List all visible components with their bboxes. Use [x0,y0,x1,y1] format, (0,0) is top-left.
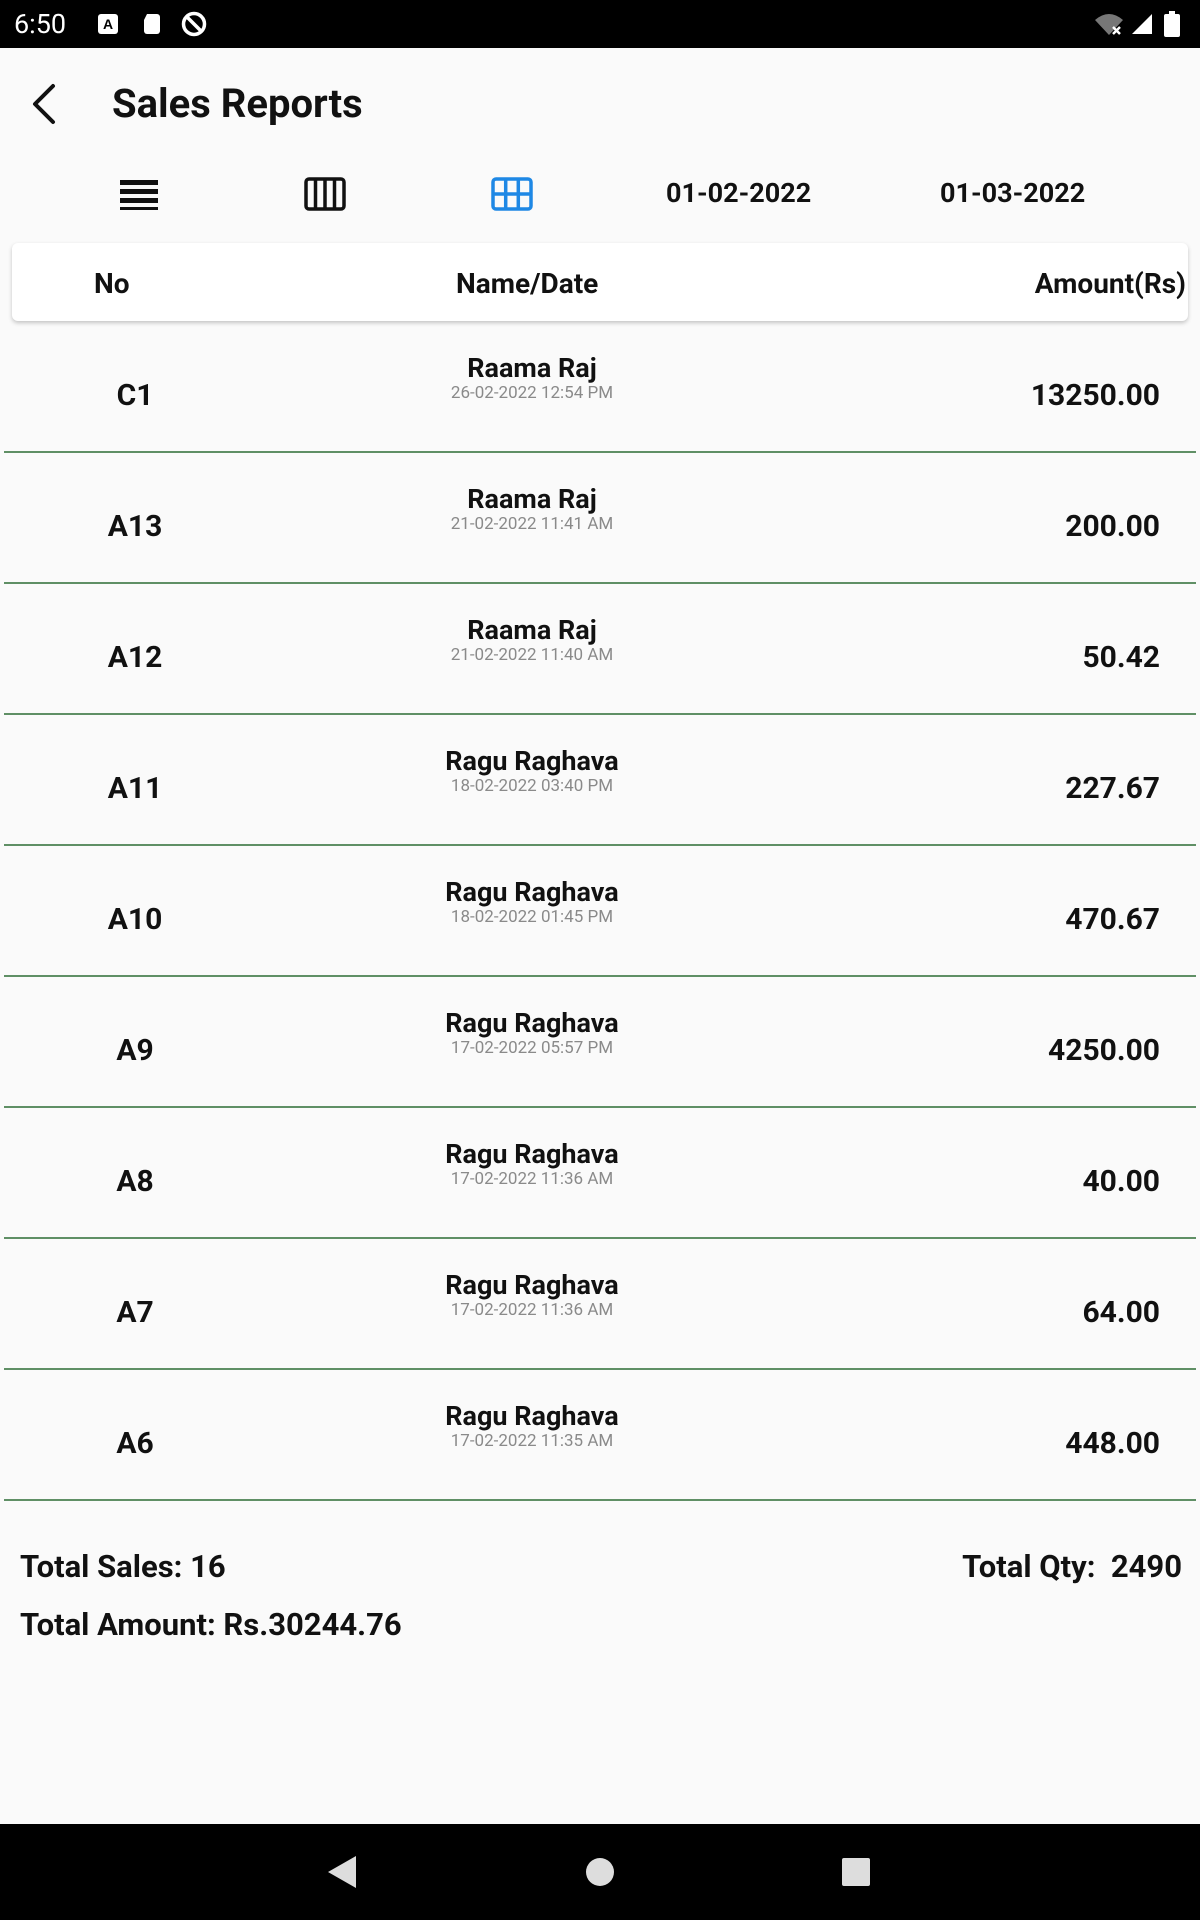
row-number: A6 [116,1426,154,1461]
table-row[interactable] [4,322,1196,453]
total-amount: Total Amount: Rs.30244.76 [20,1606,402,1643]
row-amount: 448.00 [1065,1426,1160,1461]
table-header [12,243,1188,321]
sales-list [0,322,1200,1501]
total-sales: Total Sales: 16 [20,1548,226,1585]
column-view-icon[interactable] [302,174,348,214]
row-number: A11 [107,771,163,806]
row-amount: 64.00 [1082,1295,1160,1330]
row-amount: 13250.00 [1030,378,1160,413]
row-date: 21-02-2022 11:41 AM [450,514,614,534]
row-customer-name: Ragu Raghava [445,876,619,908]
row-date: 26-02-2022 12:54 PM [450,383,614,403]
row-customer-name: Ragu Raghava [445,1007,619,1039]
row-date: 18-02-2022 03:40 PM [450,776,614,796]
table-row[interactable] [4,453,1196,584]
row-customer-name: Ragu Raghava [445,745,619,777]
row-number: A12 [107,640,163,675]
status-bar [0,0,1200,48]
start-date-button[interactable]: 01-02-2022 [666,177,812,209]
row-customer-name: Raama Raj [467,614,597,646]
nav-recents-icon[interactable] [832,1848,880,1896]
row-customer-name: Ragu Raghava [445,1269,619,1301]
row-date: 18-02-2022 01:45 PM [450,907,614,927]
total-qty: Total Qty: 2490 [962,1548,1182,1585]
table-row[interactable] [4,846,1196,977]
report-toolbar [0,160,1200,230]
table-row[interactable] [4,1108,1196,1239]
row-number: A13 [107,509,163,544]
row-amount: 200.00 [1065,509,1160,544]
row-amount: 50.42 [1082,640,1160,675]
row-number: A10 [107,902,163,937]
battery-icon [1164,11,1180,37]
page-title: Sales Reports [112,80,363,127]
row-number: A7 [116,1295,154,1330]
row-number: A9 [116,1033,154,1068]
row-date: 17-02-2022 11:35 AM [450,1431,614,1451]
column-header-no: No [94,267,130,300]
app-bar [0,48,1200,160]
row-number: A8 [116,1164,154,1199]
a-badge-icon [96,12,120,36]
table-row[interactable] [4,1239,1196,1370]
back-arrow-icon[interactable] [18,76,74,132]
table-row[interactable] [4,977,1196,1108]
svg-text:A: A [102,16,114,32]
row-amount: 40.00 [1082,1164,1160,1199]
nav-back-icon[interactable] [318,1848,366,1896]
status-time: 6:50 [14,8,67,40]
table-row[interactable] [4,1370,1196,1501]
table-row[interactable] [4,584,1196,715]
row-amount: 227.67 [1065,771,1160,806]
row-amount: 4250.00 [1048,1033,1160,1068]
row-date: 17-02-2022 11:36 AM [450,1169,614,1189]
grid-view-icon[interactable] [489,174,535,214]
wifi-off-icon [1094,12,1124,36]
do-not-disturb-icon [180,10,208,38]
system-nav-bar [0,1824,1200,1920]
column-header-name-date: Name/Date [456,267,599,300]
row-customer-name: Raama Raj [467,352,597,384]
column-header-amount: Amount(Rs) [1034,267,1186,300]
row-customer-name: Ragu Raghava [445,1400,619,1432]
row-amount: 470.67 [1065,902,1160,937]
row-number: C1 [116,378,154,413]
nav-home-icon[interactable] [576,1848,624,1896]
row-date: 17-02-2022 11:36 AM [450,1300,614,1320]
end-date-button[interactable]: 01-03-2022 [940,177,1086,209]
row-date: 21-02-2022 11:40 AM [450,645,614,665]
list-view-icon[interactable] [116,174,162,214]
row-customer-name: Ragu Raghava [445,1138,619,1170]
row-customer-name: Raama Raj [467,483,597,515]
signal-icon [1130,12,1154,36]
sd-card-icon [140,12,164,36]
table-row[interactable] [4,715,1196,846]
row-date: 17-02-2022 05:57 PM [450,1038,614,1058]
